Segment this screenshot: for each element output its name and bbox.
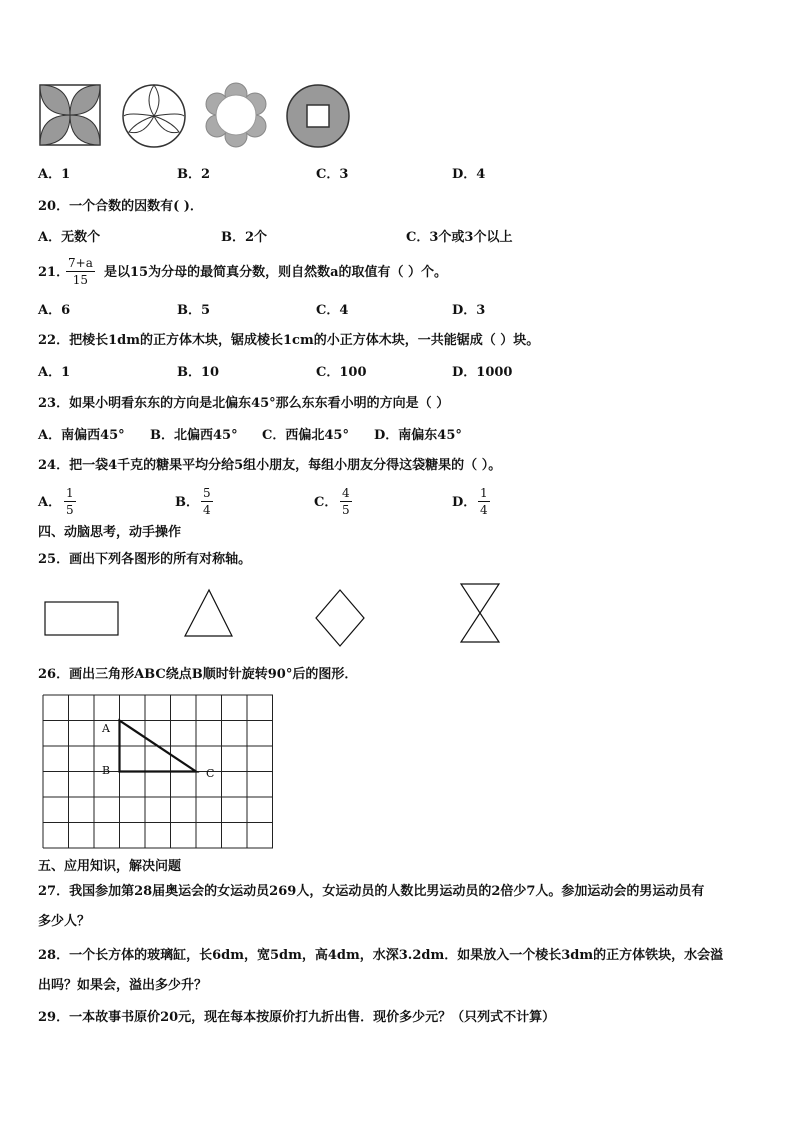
coin-figure [287, 85, 349, 147]
q25-shapes [40, 578, 510, 650]
q24-option-d-fraction[interactable] [478, 486, 490, 517]
q21-stem: 是以15为分母的最简真分数，则自然数a的取值有（ ）个。 [104, 265, 448, 280]
point-a-label: A [102, 722, 110, 735]
q24-option-c-label[interactable]: C． [314, 495, 338, 510]
flower-figure [206, 83, 266, 147]
q19-option-c[interactable]: C．3 [316, 167, 349, 182]
q27-line2: 多少人？ [38, 914, 91, 929]
q24-option-a-fraction[interactable] [64, 486, 76, 517]
q23-option-a[interactable]: A．南偏西45° [38, 428, 125, 443]
q24-stem: 24．把一袋4千克的糖果平均分给5组小朋友，每组小朋友分得这袋糖果的（ ）。 [38, 458, 502, 473]
q21-option-a[interactable]: A．6 [38, 303, 71, 318]
q21-fraction [66, 256, 95, 287]
q25-stem: 25．画出下列各图形的所有对称轴。 [38, 552, 252, 567]
grid-lines [40, 692, 276, 852]
q22-stem: 22．把棱长1dm的正方体木块，锯成棱长1cm的小正方体木块，一共能锯成（ ）块。 [38, 333, 540, 348]
rectangle-shape [45, 602, 118, 635]
q27-line1: 27．我国参加第28届奥运会的女运动员269人，女运动员的人数比男运动员的2倍少7人。参加运动会的男运动员有 [38, 884, 705, 899]
q19-figures [36, 82, 366, 152]
rhombus-shape [316, 590, 364, 646]
q24-option-d-label[interactable]: D． [452, 495, 477, 510]
section-5-heading: 五、应用知识，解决问题 [38, 859, 182, 874]
q24-option-b-den: 4 [203, 503, 211, 517]
q24-option-c-fraction[interactable] [340, 486, 352, 517]
point-b-label: B [102, 764, 111, 777]
q23-option-c[interactable]: C．西偏北45° [262, 428, 349, 443]
q22-option-b[interactable]: B．10 [177, 365, 220, 380]
q21-option-b[interactable]: B．5 [177, 303, 211, 318]
q19-option-a[interactable]: A．1 [38, 167, 71, 182]
q28-line2: 出吗？如果会，溢出多少升？ [38, 978, 208, 993]
q24-option-c-den: 5 [342, 503, 350, 517]
q22-option-c[interactable]: C．100 [316, 365, 367, 380]
q23-option-d[interactable]: D．南偏东45° [374, 428, 462, 443]
q24-option-d-den: 4 [480, 503, 488, 517]
q23-stem: 23．如果小明看东东的方向是北偏东45°那么东东看小明的方向是（ ） [38, 396, 450, 411]
q24-option-b-num: 5 [203, 486, 211, 500]
q20-option-b[interactable]: B．2个 [221, 230, 268, 245]
q21-fraction-denominator: 15 [72, 273, 89, 287]
q20-option-a[interactable]: A．无数个 [38, 230, 101, 245]
q23-option-b[interactable]: B．北偏西45° [150, 428, 238, 443]
q21-number: 21． [38, 265, 70, 280]
q24-option-c-num: 4 [342, 486, 350, 500]
q21-option-d[interactable]: D．3 [452, 303, 486, 318]
q24-option-a-label[interactable]: A． [38, 495, 62, 510]
q24-option-b-fraction[interactable] [201, 486, 213, 517]
q26-stem: 26．画出三角形ABC绕点B顺时针旋转90°后的图形． [38, 667, 358, 682]
square-petal-figure [40, 85, 100, 145]
q24-option-a-num: 1 [66, 486, 74, 500]
q21-option-c[interactable]: C．4 [316, 303, 349, 318]
q29-stem: 29．一本故事书原价20元，现在每本按原价打九折出售．现价多少元？（只列式不计算） [38, 1010, 556, 1025]
q28-line1: 28．一个长方体的玻璃缸，长6dm，宽5dm，高4dm，水深3.2dm．如果放入一个棱长3dm的正方体铁块，水会溢 [38, 948, 724, 963]
q22-option-a[interactable]: A．1 [38, 365, 71, 380]
q19-option-d[interactable]: D．4 [452, 167, 486, 182]
section-4-heading: 四、动脑思考，动手操作 [38, 525, 182, 540]
point-c-label: C [206, 767, 215, 780]
q24-option-d-num: 1 [480, 486, 488, 500]
circle-petal-figure [123, 85, 185, 147]
q20-stem: 20．一个合数的因数有( )． [38, 199, 203, 214]
q24-option-a-den: 5 [66, 503, 74, 517]
triangle-shape [185, 590, 232, 636]
rotation-grid [40, 692, 276, 852]
q21-fraction-numerator: 7+a [68, 256, 93, 270]
q24-option-b-label[interactable]: B． [175, 495, 199, 510]
q22-option-d[interactable]: D．1000 [452, 365, 513, 380]
q20-option-c[interactable]: C．3个或3个以上 [406, 230, 513, 245]
hourglass-shape [461, 584, 499, 642]
q19-option-b[interactable]: B．2 [177, 167, 211, 182]
